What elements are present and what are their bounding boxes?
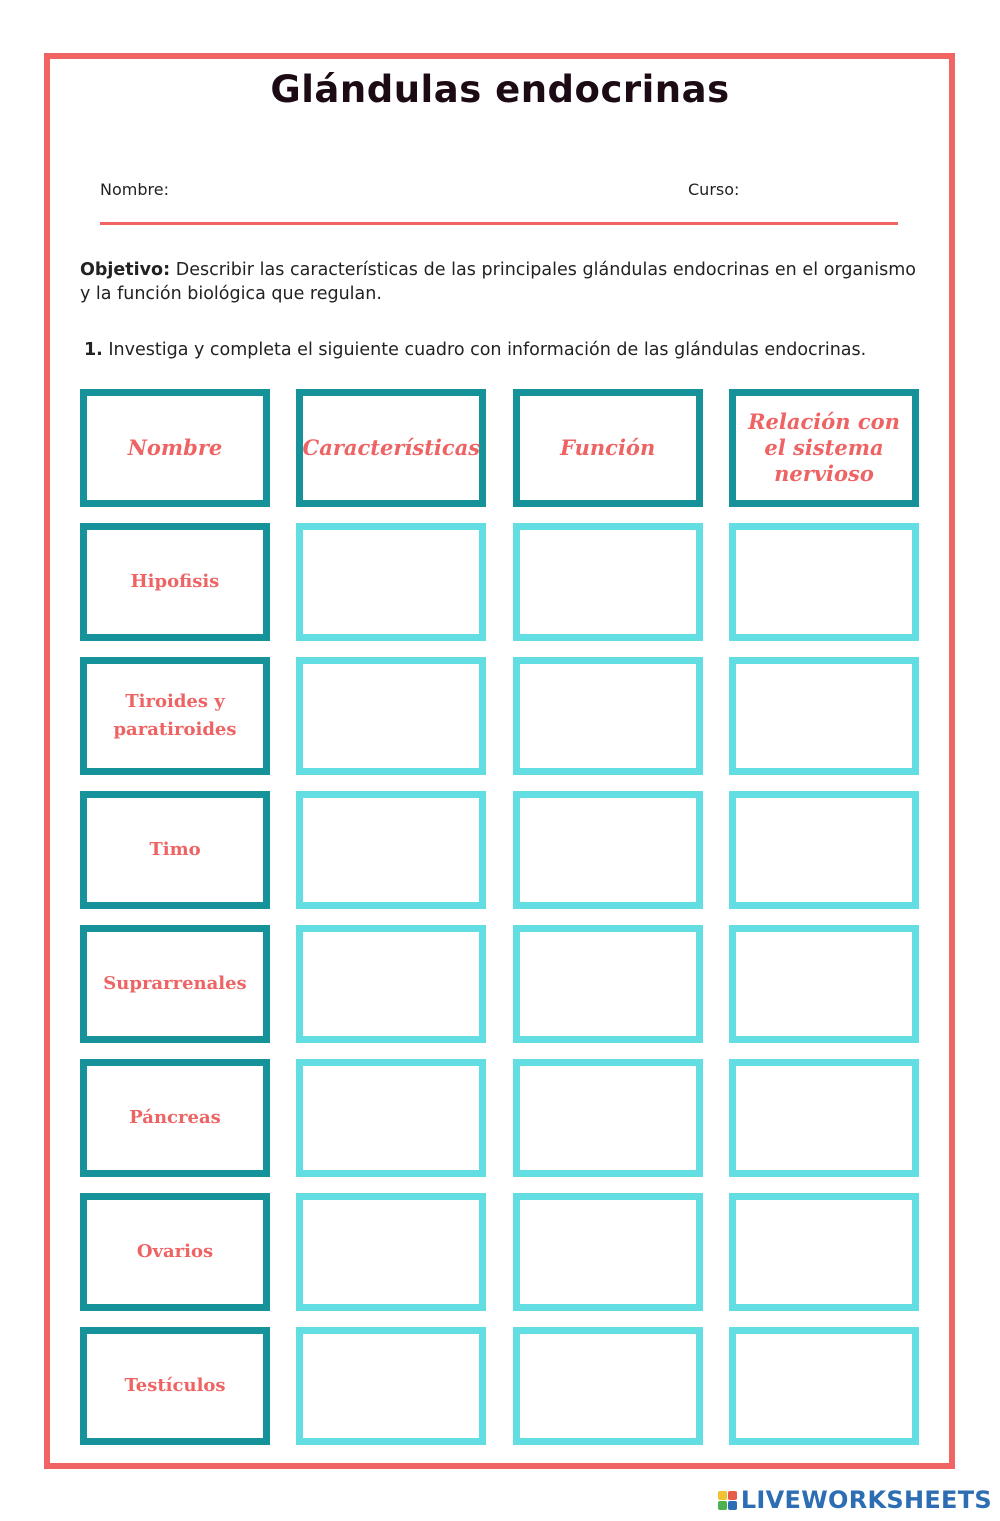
table-row (80, 523, 919, 641)
answer-funcion[interactable] (513, 1193, 703, 1311)
liveworksheets-logo-icon (718, 1491, 737, 1510)
gland-name: Tiroides y paratiroides (113, 691, 237, 740)
header-cell-caracteristicas (296, 389, 486, 507)
header-cell-funcion (513, 389, 703, 507)
header-label: Relación con el sistema nervioso (748, 409, 900, 486)
answer-relacion[interactable] (729, 1059, 919, 1177)
answer-caracteristicas[interactable] (296, 1193, 486, 1311)
answer-caracteristicas[interactable] (296, 925, 486, 1043)
answer-relacion[interactable] (729, 1193, 919, 1311)
instruction-line (84, 340, 944, 360)
gland-name-cell (80, 925, 270, 1043)
course-label: Curso: (688, 180, 740, 199)
objective-text: Describir las características de las principales glándulas endocrinas en el organismo y la función biológica que regulan. (80, 260, 916, 304)
instruction-number: 1. (84, 340, 103, 360)
gland-name: Ovarios (136, 1241, 214, 1262)
table-row (80, 1327, 919, 1445)
objective-label: Objetivo: (80, 260, 171, 280)
answer-relacion[interactable] (729, 1327, 919, 1445)
answer-relacion[interactable] (729, 791, 919, 909)
answer-funcion[interactable] (513, 1327, 703, 1445)
answer-caracteristicas[interactable] (296, 657, 486, 775)
page-title: Glándulas endocrinas (270, 68, 730, 111)
answer-funcion[interactable] (513, 1059, 703, 1177)
answer-funcion[interactable] (513, 523, 703, 641)
answer-caracteristicas[interactable] (296, 1327, 486, 1445)
answer-caracteristicas[interactable] (296, 791, 486, 909)
answer-funcion[interactable] (513, 657, 703, 775)
header-cell-relacion (729, 389, 919, 507)
gland-table (80, 389, 919, 1461)
answer-relacion[interactable] (729, 657, 919, 775)
gland-name: Suprarrenales (103, 973, 247, 994)
gland-name: Timo (149, 839, 201, 860)
header-cell-nombre (80, 389, 270, 507)
gland-name-cell (80, 1059, 270, 1177)
logo-text: LIVEWORKSHEETS (740, 1486, 992, 1514)
objective-paragraph (80, 258, 916, 306)
liveworksheets-logo[interactable] (718, 1486, 992, 1514)
answer-funcion[interactable] (513, 925, 703, 1043)
gland-name-cell (80, 523, 270, 641)
gland-name-cell (80, 1193, 270, 1311)
header-label: Características (302, 435, 481, 460)
table-row (80, 1193, 919, 1311)
gland-name-cell (80, 791, 270, 909)
answer-caracteristicas[interactable] (296, 523, 486, 641)
gland-name-cell (80, 1327, 270, 1445)
gland-name: Hipofisis (130, 571, 220, 592)
gland-name: Testículos (124, 1375, 226, 1396)
answer-relacion[interactable] (729, 925, 919, 1043)
table-row (80, 791, 919, 909)
table-row (80, 657, 919, 775)
name-course-underline (100, 222, 898, 225)
header-label: Nombre (127, 435, 223, 460)
answer-relacion[interactable] (729, 523, 919, 641)
answer-funcion[interactable] (513, 791, 703, 909)
gland-name: Páncreas (129, 1107, 221, 1128)
table-header-row (80, 389, 919, 507)
table-row (80, 1059, 919, 1177)
table-row (80, 925, 919, 1043)
answer-caracteristicas[interactable] (296, 1059, 486, 1177)
name-label: Nombre: (100, 180, 169, 199)
gland-name-cell (80, 657, 270, 775)
header-label: Función (560, 435, 656, 460)
instruction-text: Investiga y completa el siguiente cuadro con información de las glándulas endocrinas. (102, 340, 867, 360)
